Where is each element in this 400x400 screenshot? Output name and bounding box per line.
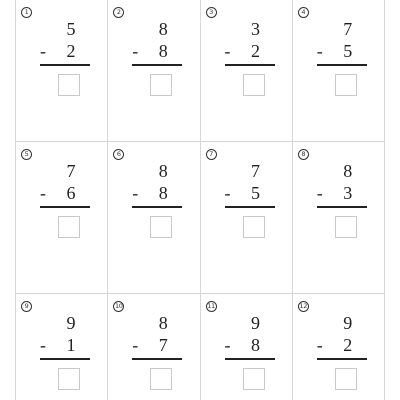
answer-line	[132, 358, 182, 360]
problem-card	[201, 294, 293, 400]
subtrahend: 2	[66, 41, 76, 61]
problem-card	[108, 142, 200, 294]
minuend: 7	[66, 161, 76, 181]
subtrahend: 5	[343, 41, 353, 61]
minus-sign: -	[40, 41, 46, 61]
problem-number: 2	[113, 7, 124, 18]
answer-box[interactable]	[150, 216, 172, 238]
answer-line	[225, 64, 275, 66]
subtrahend: 1	[66, 335, 76, 355]
answer-line	[40, 358, 90, 360]
answer-line	[317, 206, 367, 208]
problem-card	[16, 142, 108, 294]
minuend: 9	[343, 313, 353, 333]
answer-box[interactable]	[243, 216, 265, 238]
answer-box[interactable]	[335, 368, 357, 390]
minus-sign: -	[316, 41, 323, 61]
problem-number: 1	[21, 7, 32, 18]
minuend: 8	[158, 313, 168, 333]
minus-sign: -	[224, 183, 231, 203]
subtrahend: 8	[158, 41, 168, 61]
problem-number: 8	[298, 149, 309, 160]
minuend: 8	[158, 19, 168, 39]
problem-number: 9	[21, 301, 32, 312]
answer-box[interactable]	[150, 368, 172, 390]
minus-sign: -	[132, 183, 139, 203]
minuend: 7	[343, 19, 353, 39]
answer-box[interactable]	[58, 74, 80, 96]
subtrahend: 2	[251, 41, 260, 61]
answer-line	[317, 64, 367, 66]
answer-line	[225, 358, 275, 360]
problem-card	[16, 0, 108, 142]
answer-box[interactable]	[243, 74, 265, 96]
problem-number: 11	[207, 302, 215, 310]
problem-card	[108, 0, 200, 142]
minus-sign: -	[224, 41, 231, 61]
answer-box[interactable]	[243, 368, 265, 390]
answer-line	[317, 358, 367, 360]
subtrahend: 6	[66, 183, 76, 203]
minuend: 5	[66, 19, 76, 39]
minus-sign: -	[316, 183, 323, 203]
minus-sign: -	[40, 335, 46, 355]
problem-number: 3	[206, 7, 217, 18]
minuend: 3	[251, 19, 260, 39]
answer-line	[225, 206, 275, 208]
minus-sign: -	[40, 183, 46, 203]
problem-card	[293, 0, 385, 142]
subtrahend: 8	[251, 335, 260, 355]
minuend: 9	[251, 313, 260, 333]
answer-box[interactable]	[150, 74, 172, 96]
problem-number: 6	[113, 149, 124, 160]
answer-line	[132, 64, 182, 66]
problem-card	[201, 142, 293, 294]
answer-line	[132, 206, 182, 208]
subtrahend: 3	[343, 183, 353, 203]
minuend: 8	[343, 161, 353, 181]
minuend: 9	[66, 313, 76, 333]
subtrahend: 8	[158, 183, 168, 203]
problem-number: 12	[299, 302, 307, 310]
answer-line	[40, 206, 90, 208]
problem-number: 10	[115, 302, 123, 310]
problem-number: 7	[206, 149, 217, 160]
minus-sign: -	[316, 335, 323, 355]
problem-card	[293, 142, 385, 294]
minuend: 7	[251, 161, 260, 181]
subtrahend: 7	[158, 335, 168, 355]
answer-box[interactable]	[335, 74, 357, 96]
worksheet-grid	[15, 0, 385, 400]
subtrahend: 2	[343, 335, 353, 355]
answer-box[interactable]	[335, 216, 357, 238]
problem-number: 4	[298, 7, 309, 18]
subtrahend: 5	[251, 183, 260, 203]
answer-box[interactable]	[58, 368, 80, 390]
minus-sign: -	[132, 41, 139, 61]
problem-number: 5	[21, 149, 32, 160]
answer-line	[40, 64, 90, 66]
problem-card	[293, 294, 385, 400]
minus-sign: -	[224, 335, 231, 355]
problem-card	[201, 0, 293, 142]
minus-sign: -	[132, 335, 139, 355]
answer-box[interactable]	[58, 216, 80, 238]
problem-card	[16, 294, 108, 400]
problem-card	[108, 294, 200, 400]
minuend: 8	[158, 161, 168, 181]
